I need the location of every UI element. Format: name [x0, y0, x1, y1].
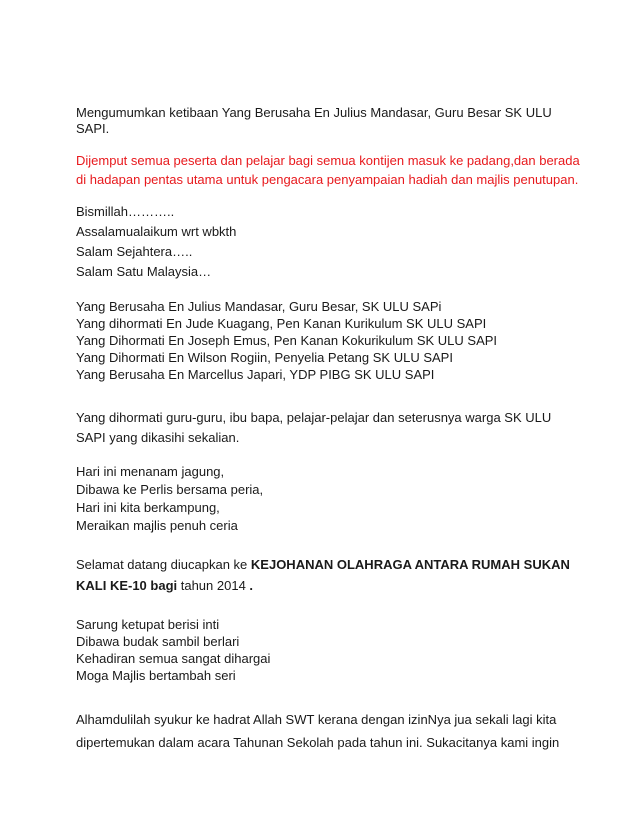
dignitary-line: Yang dihormati En Jude Kuagang, Pen Kanan Kurikulum SK ULU SAPI	[76, 316, 487, 331]
invitation-line: di hadapan pentas utama untuk pengacara penyampaian hadiah dan majlis penutupan.	[76, 172, 579, 187]
welcome-year: tahun 2014	[177, 578, 250, 593]
pantun-line: Hari ini kita berkampung,	[76, 500, 220, 515]
announcement-line: SAPI.	[76, 121, 110, 136]
welcome-period: .	[249, 578, 254, 593]
audience-line: SAPI yang dikasihi sekalian.	[76, 430, 240, 445]
welcome-line	[76, 578, 253, 594]
pantun-line: Hari ini menanam jagung,	[76, 464, 225, 479]
dignitary-line: Yang Dihormati En Joseph Emus, Pen Kanan Kokurikulum SK ULU SAPI	[76, 333, 498, 348]
greeting-line: Salam Satu Malaysia…	[76, 264, 212, 279]
announcement-line: Mengumumkan ketibaan Yang Berusaha En Julius Mandasar, Guru Besar SK ULU	[76, 105, 552, 120]
audience-line: Yang dihormati guru-guru, ibu bapa, pelajar-pelajar dan seterusnya warga SK ULU	[76, 410, 552, 425]
dignitary-line: Yang Dihormati En Wilson Rogiin, Penyelia Petang SK ULU SAPI	[76, 350, 453, 365]
closing-line: dipertemukan dalam acara Tahunan Sekolah pada tahun ini. Sukacitanya kami ingin	[76, 735, 560, 750]
pantun-line: Moga Majlis bertambah seri	[76, 668, 236, 683]
pantun-line: Dibawa budak sambil berlari	[76, 634, 240, 649]
welcome-line	[76, 557, 570, 573]
invitation-line: Dijemput semua peserta dan pelajar bagi semua kontijen masuk ke padang,dan berada	[76, 153, 580, 168]
greeting-line: Salam Sejahtera…..	[76, 244, 193, 259]
greeting-line: Assalamualaikum wrt wbkth	[76, 224, 237, 239]
pantun-line: Kehadiran semua sangat dihargai	[76, 651, 271, 666]
welcome-text: Selamat datang diucapkan ke	[76, 557, 251, 572]
dignitary-line: Yang Berusaha En Julius Mandasar, Guru Besar, SK ULU SAPi	[76, 299, 442, 314]
dignitary-line: Yang Berusaha En Marcellus Japari, YDP PIBG SK ULU SAPI	[76, 367, 435, 382]
pantun-line: Dibawa ke Perlis bersama peria,	[76, 482, 264, 497]
event-title-continued: KALI KE-10 bagi	[76, 578, 178, 593]
pantun-line: Sarung ketupat berisi inti	[76, 617, 220, 632]
pantun-line: Meraikan majlis penuh ceria	[76, 518, 238, 533]
closing-line: Alhamdulilah syukur ke hadrat Allah SWT kerana dengan izinNya jua sekali lagi kita	[76, 712, 557, 727]
event-title: KEJOHANAN OLAHRAGA ANTARA RUMAH SUKAN	[250, 557, 570, 572]
greeting-line: Bismillah………..	[76, 204, 175, 219]
